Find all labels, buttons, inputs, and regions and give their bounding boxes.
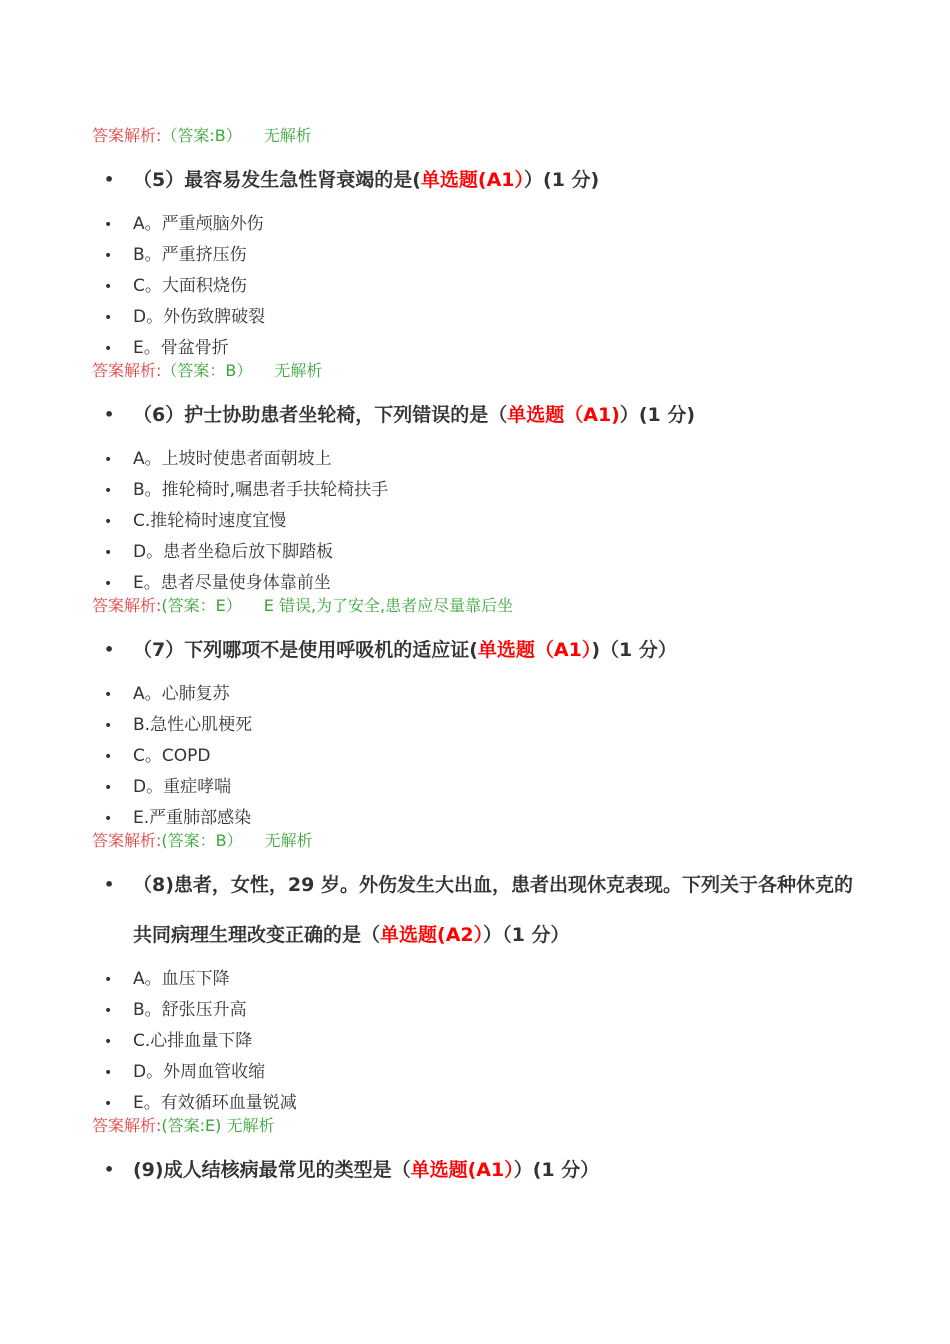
option-text: D。重症哮喘: [133, 777, 232, 797]
question-type: 单选题（A1）: [477, 639, 592, 661]
question-text: [133, 860, 864, 960]
option-5a: [104, 213, 264, 236]
question-suffix: ）(1 分): [524, 169, 600, 191]
answer-value: （答案:B）: [161, 126, 242, 145]
option-8d: [104, 1061, 265, 1084]
option-6a: [104, 448, 332, 471]
option-7b: [104, 714, 252, 737]
option-text: C。大面积烧伤: [133, 276, 247, 296]
question-5: [104, 155, 864, 205]
option-text: E。患者尽量使身体靠前坐: [133, 573, 331, 593]
option-text: C.心排血量下降: [133, 1031, 253, 1051]
answer-value: (答案：B）: [161, 831, 243, 850]
bullet-icon: •: [104, 514, 113, 530]
question-text: [133, 155, 864, 205]
option-text: D。外伤致脾破裂: [133, 307, 266, 327]
question-6: [104, 390, 864, 440]
option-text: B.急性心肌梗死: [133, 715, 253, 735]
option-text: A。血压下降: [133, 969, 230, 989]
option-6b: [104, 479, 388, 502]
answer-label: 答案解析:: [92, 361, 162, 380]
question-type: 单选题（A1): [507, 404, 620, 426]
bullet-icon: •: [104, 310, 113, 326]
answer-line-4: [92, 126, 312, 146]
answer-explanation: 无解析: [274, 361, 323, 380]
bullet-icon: •: [104, 718, 113, 734]
question-9: [104, 1145, 864, 1195]
option-7a: [104, 683, 230, 706]
option-text: C.推轮椅时速度宜慢: [133, 511, 287, 531]
question-suffix: ）(1 分): [619, 404, 696, 426]
option-8b: [104, 999, 247, 1022]
bullet-icon: •: [104, 749, 113, 765]
option-5b: [104, 244, 247, 267]
bullet-icon: •: [104, 640, 115, 659]
question-type: 单选题(A1）: [420, 169, 525, 191]
question-text: [133, 625, 864, 675]
question-text: [133, 390, 864, 440]
option-text: A。严重颅脑外伤: [133, 214, 264, 234]
bullet-icon: •: [104, 972, 113, 988]
question-prefix: （6）护士协助患者坐轮椅，下列错误的是（: [133, 404, 508, 426]
option-7d: [104, 776, 231, 799]
bullet-icon: •: [104, 170, 115, 189]
option-5e: [104, 337, 229, 360]
bullet-icon: •: [104, 1065, 113, 1081]
question-suffix: ）(1 分）: [513, 1159, 600, 1181]
question-prefix: （5）最容易发生急性肾衰竭的是(: [133, 169, 421, 191]
answer-label: 答案解析:: [92, 126, 162, 145]
bullet-icon: •: [104, 811, 113, 827]
answer-line-8: [92, 1116, 275, 1136]
option-5c: [104, 275, 247, 298]
answer-line-5: [92, 361, 322, 381]
answer-line-7: [92, 831, 313, 851]
option-text: D。患者坐稳后放下脚踏板: [133, 542, 334, 562]
option-text: C。COPD: [133, 746, 211, 766]
question-suffix: ）（1 分）: [483, 924, 570, 946]
option-text: B。舒张压升高: [133, 1000, 247, 1020]
option-7c: [104, 745, 210, 768]
bullet-icon: •: [104, 1096, 113, 1112]
question-type: 单选题(A1）: [410, 1159, 514, 1181]
bullet-icon: •: [104, 217, 113, 233]
option-text: A。上坡时使患者面朝坡上: [133, 449, 332, 469]
option-8c: [104, 1030, 252, 1053]
bullet-icon: •: [104, 1034, 113, 1050]
answer-explanation: 无解析: [263, 126, 312, 145]
bullet-icon: •: [104, 875, 115, 894]
answer-explanation: E 错误,为了安全,患者应尽量靠后坐: [263, 596, 514, 615]
bullet-icon: •: [104, 780, 113, 796]
option-text: B。推轮椅时,嘱患者手扶轮椅扶手: [133, 480, 389, 500]
option-5d: [104, 306, 265, 329]
bullet-icon: •: [104, 279, 113, 295]
answer-label: 答案解析:: [92, 831, 162, 850]
answer-line-6: [92, 596, 513, 616]
question-type: 单选题(A2）: [380, 924, 484, 946]
option-text: B。严重挤压伤: [133, 245, 247, 265]
bullet-icon: •: [104, 452, 113, 468]
bullet-icon: •: [104, 341, 113, 357]
option-6e: [104, 572, 331, 595]
bullet-icon: •: [104, 545, 113, 561]
answer-explanation: 无解析: [226, 1116, 275, 1135]
option-6d: [104, 541, 333, 564]
question-8: [104, 860, 864, 960]
option-6c: [104, 510, 286, 533]
bullet-icon: •: [104, 1003, 113, 1019]
answer-label: 答案解析:: [92, 1116, 162, 1135]
question-prefix: (9)成人结核病最常见的类型是（: [133, 1159, 411, 1181]
option-8a: [104, 968, 230, 991]
option-7e: [104, 807, 251, 830]
answer-value: （答案：B）: [161, 361, 253, 380]
bullet-icon: •: [104, 576, 113, 592]
question-prefix: （8)患者，女性，29 岁。外伤发生大出血，患者出现休克表现。下列关于各种休克的共同病理生理改变正确的是（: [133, 874, 853, 946]
answer-explanation: 无解析: [264, 831, 313, 850]
bullet-icon: •: [104, 687, 113, 703]
question-prefix: （7）下列哪项不是使用呼吸机的适应证(: [133, 639, 478, 661]
answer-label: 答案解析:: [92, 596, 162, 615]
answer-value: (答案：E）: [161, 596, 242, 615]
option-text: A。心肺复苏: [133, 684, 230, 704]
answer-value: (答案:E): [161, 1116, 222, 1135]
option-text: E。有效循环血量锐减: [133, 1093, 297, 1113]
bullet-icon: •: [104, 1160, 115, 1179]
option-text: E。骨盆骨折: [133, 338, 229, 358]
question-suffix: )（1 分）: [591, 639, 677, 661]
question-7: [104, 625, 864, 675]
option-text: E.严重肺部感染: [133, 808, 252, 828]
option-8e: [104, 1092, 297, 1115]
bullet-icon: •: [104, 405, 115, 424]
bullet-icon: •: [104, 483, 113, 499]
bullet-icon: •: [104, 248, 113, 264]
question-text: [133, 1145, 864, 1195]
option-text: D。外周血管收缩: [133, 1062, 266, 1082]
